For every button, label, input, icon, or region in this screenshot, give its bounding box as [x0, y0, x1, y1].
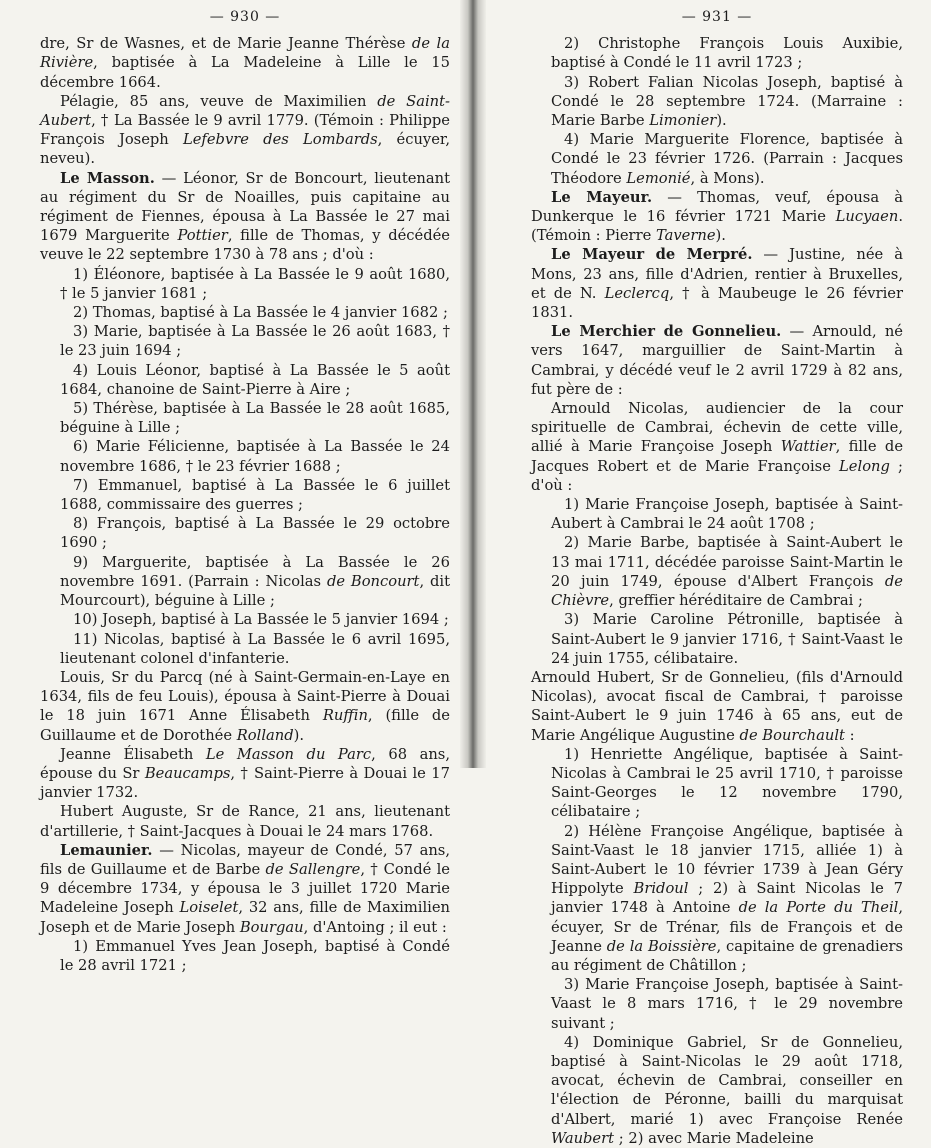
page-number: — 930 — — [209, 9, 281, 25]
book-gutter — [460, 0, 486, 768]
list-item: 2) Christophe François Louis Auxibie, baptisé à Condé le 11 avril 1723 ; — [551, 35, 903, 72]
list-item: 8) François, baptisé à La Bassée le 29 octobre 1690 ; — [60, 515, 450, 552]
paragraph: Jeanne Élisabeth Le Masson du Parc, 68 ans, épouse du Sr Beaucamps, † Saint-Pierre à Douai le 17 janvier 1732. — [40, 745, 451, 802]
family-entry: Le Mayeur. — Thomas, veuf, épousa à Dunkerque le 16 février 1721 Marie Lucyaen. (Témoin : Pierre Taverne). — [531, 188, 904, 245]
family-heading: Lemaunier. — [60, 841, 153, 859]
list-item: 4) Marie Marguerite Florence, baptisée à Condé le 23 février 1726. (Parrain : Jacques Théodore Lemonié, à Mons). — [551, 131, 903, 187]
list-item: 9) Marguerite, baptisée à La Bassée le 26 novembre 1691. (Parrain : Nicolas de Boncourt, dit Mourcourt), béguine à Lille ; — [60, 553, 451, 610]
family-heading: Le Merchier de Gonnelieu. — [551, 323, 782, 341]
list-item: 1) Marie Françoise Joseph, baptisée à Saint-Aubert à Cambrai le 24 août 1708 ; — [551, 496, 903, 533]
list-item: 2) Thomas, baptisé à La Bassée le 4 janvier 1682 ; — [73, 304, 448, 322]
list-item: 7) Emmanuel, baptisé à La Bassée le 6 juillet 1688, commissaire des guerres ; — [60, 476, 450, 514]
list-item: 3) Robert Falian Nicolas Joseph, baptisé à Condé le 28 septembre 1724. (Marraine : Marie Barbe Limonier). — [551, 73, 903, 130]
family-entry: Le Mayeur de Merpré. — Justine, née à Mons, 23 ans, fille d'Adrien, rentier à Bruxelles, et de N. Leclercq, † à Maubeuge le 26 février 1831. — [531, 246, 903, 322]
list-item: 1) Emmanuel Yves Jean Joseph, baptisé à Condé le 28 avril 1721 ; — [60, 937, 450, 974]
list-item: 10) Joseph, baptisé à La Bassée le 5 janvier 1694 ; — [73, 611, 449, 629]
family-heading: Le Masson. — [60, 169, 155, 187]
list-item: 6) Marie Félicienne, baptisée à La Bassée le 24 novembre 1686, † le 23 février 1688 ; — [60, 438, 450, 475]
paragraph: Pélagie, 85 ans, veuve de Maximilien de Saint-Aubert, † La Bassée le 9 avril 1779. (Témoin : Philippe François Joseph Lefebvre des Lombards, écuyer, neveu). — [40, 92, 450, 168]
list-item: 1) Éléonore, baptisée à La Bassée le 9 août 1680, † le 5 janvier 1681 ; — [60, 265, 450, 302]
family-heading: Le Mayeur de Merpré. — [551, 246, 753, 264]
list-item: 1) Henriette Angélique, baptisée à Saint-Nicolas à Cambrai le 25 avril 1710, † paroisse Saint-Georges le 12 novembre 1790, célibataire ; — [551, 745, 903, 821]
paragraph: Louis, Sr du Parcq (né à Saint-Germain-en-Laye en 1634, fils de feu Louis), épousa à Saint-Pierre à Douai le 18 juin 1671 Anne Élisabeth Ruffin, (fille de Guillaume et de Dorothée Rolland). — [40, 668, 450, 744]
list-item: 3) Marie, baptisée à La Bassée le 26 août 1683, † le 23 juin 1694 ; — [60, 323, 450, 360]
list-item: 3) Marie Françoise Joseph, baptisée à Saint-Vaast le 8 mars 1716, † le 29 novembre suivant ; — [551, 976, 903, 1032]
list-item: 5) Thérèse, baptisée à La Bassée le 28 août 1685, béguine à Lille ; — [60, 400, 450, 437]
paragraph: dre, Sr de Wasnes, et de Marie Jeanne Thérèse de la Rivière, baptisée à La Madeleine à Lille le 15 décembre 1664. — [40, 35, 450, 91]
family-heading: Le Mayeur. — [551, 188, 653, 206]
family-entry: Le Merchier de Gonnelieu. — Arnould, né vers 1647, marguillier de Saint-Martin à Cambrai, y décédé veuf le 2 avril 1729 à 82 ans, fut père de : — [531, 323, 903, 398]
right-page — [531, 8, 903, 1148]
list-item: 11) Nicolas, baptisé à La Bassée le 6 avril 1695, lieutenant colonel d'infanterie. — [60, 630, 450, 667]
page-number: — 931 — — [681, 9, 753, 25]
list-item: 4) Louis Léonor, baptisé à La Bassée le 5 août 1684, chanoine de Saint-Pierre à Aire ; — [60, 361, 450, 398]
family-entry: Le Masson. — Léonor, Sr de Boncourt, lieutenant au régiment du Sr de Noailles, puis capitaine au régiment de Fiennes, épousa à La Bassée le 27 mai 1679 Marguerite Pottier, fille de Thomas, y décédée veuve le 22 septembre 1730 à 78 ans ; d'où : — [40, 169, 450, 264]
paragraph: Hubert Auguste, Sr de Rance, 21 ans, lieutenant d'artillerie, † Saint-Jacques à Douai le 24 mars 1768. — [40, 803, 450, 840]
family-entry: Lemaunier. — Nicolas, mayeur de Condé, 57 ans, fils de Guillaume et de Barbe de Sallengre, † Condé le 9 décembre 1734, y épousa le 3 juillet 1720 Marie Madeleine Joseph Loiselet, 32 ans, fille de Maximilien Joseph et de Marie Joseph Bourgau, d'Antoing ; il eut : — [40, 841, 450, 936]
left-page — [40, 8, 450, 975]
paragraph: Arnould Nicolas, audiencier de la cour spirituelle de Cambrai, échevin de cette ville, allié à Marie Françoise Joseph Wattier, fille de Jacques Robert et de Marie Françoise Lelong ; d'où : — [531, 400, 904, 494]
list-item: 2) Hélène Françoise Angélique, baptisée à Saint-Vaast le 18 janvier 1715, alliée 1) à Saint-Aubert le 10 février 1739 à Jean Géry Hippolyte Bridoul ; 2) à Saint Nicolas le 7 janvier 1748 à Antoine de la Porte du Theil, écuyer, Sr de Trénar, fils de François et de Jeanne de la Boissière, capitaine de grenadiers au régiment de Châtillon ; — [551, 822, 904, 974]
list-item: 2) Marie Barbe, baptisée à Saint-Aubert le 13 mai 1711, décédée paroisse Saint-Martin le 20 juin 1749, épouse d'Albert François de Chièvre, greffier héréditaire de Cambrai ; — [551, 534, 903, 610]
list-item: 3) Marie Caroline Pétronille, baptisée à Saint-Aubert le 9 janvier 1716, † Saint-Vaast le 24 juin 1755, célibataire. — [551, 611, 903, 667]
paragraph: Arnould Hubert, Sr de Gonnelieu, (fils d'Arnould Nicolas), avocat fiscal de Cambrai, † paroisse Saint-Aubert le 9 juin 1746 à 65 ans, eut de Marie Angélique Augustine de Bourchault : — [531, 668, 903, 744]
list-item: 4) Dominique Gabriel, Sr de Gonnelieu, baptisé à Saint-Nicolas le 29 août 1718, avocat, échevin de Cambrai, conseiller en l'élection de Péronne, bailli du marquisat d'Albert, marié 1) avec Françoise Renée Waubert ; 2) avec Marie Madeleine — [551, 1033, 903, 1147]
